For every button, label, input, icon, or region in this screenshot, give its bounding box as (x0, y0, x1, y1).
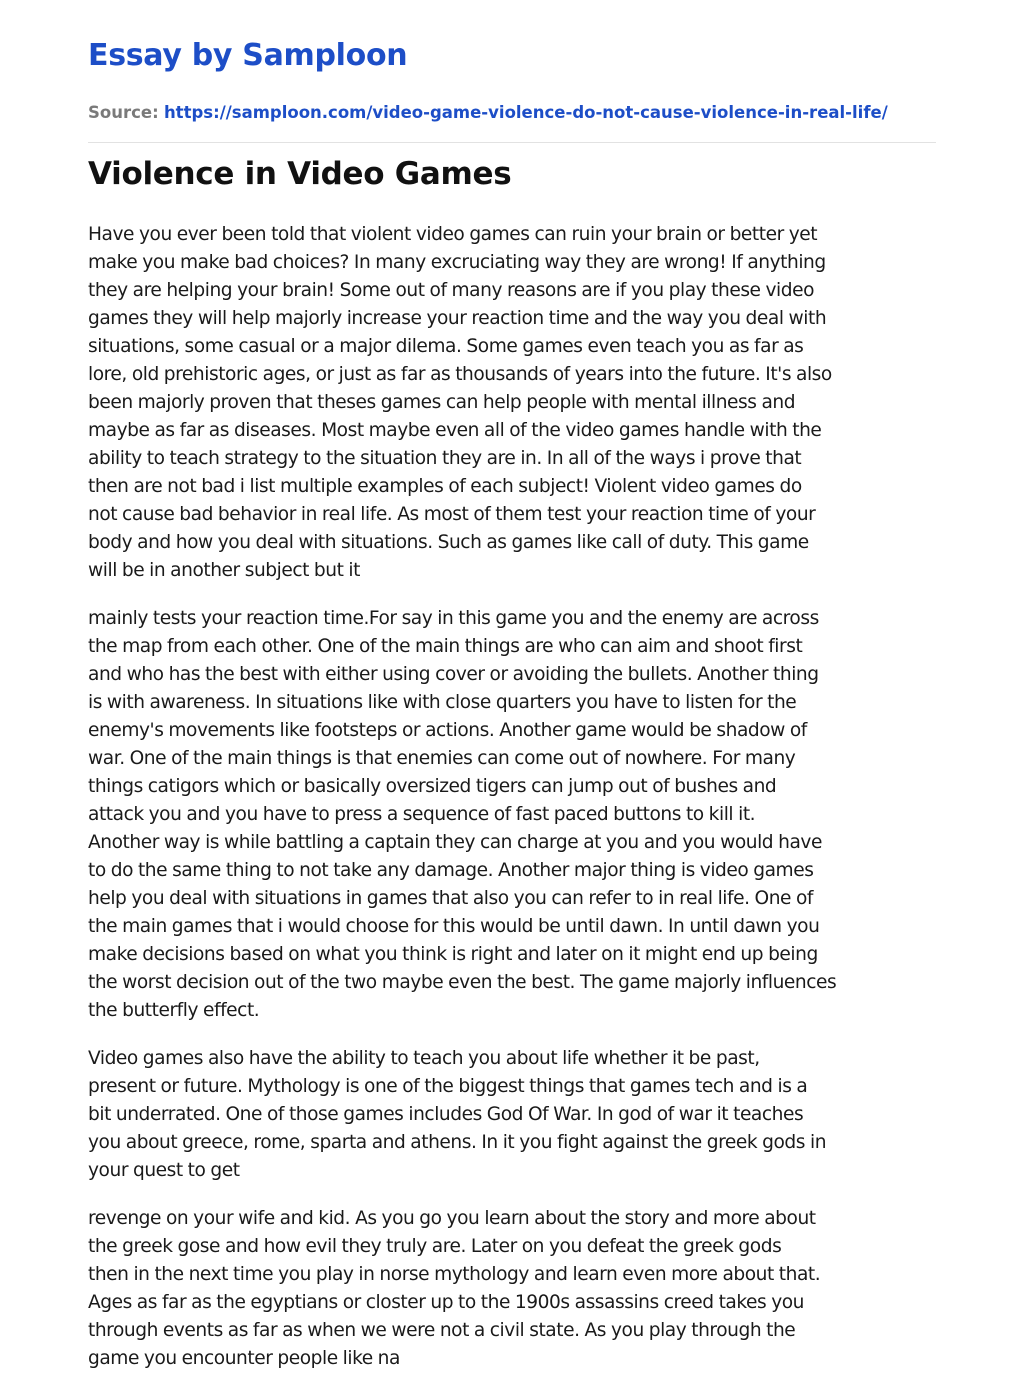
paragraph-line: attack you and you have to press a sequence of fast paced buttons to kill it. (88, 804, 756, 825)
paragraph-line: been majorly proven that theses games can help people with mental illness and (88, 392, 796, 413)
paragraph-line: the greek gose and how evil they truly are. Later on you defeat the greek gods (88, 1236, 782, 1257)
paragraph-line: is with awareness. In situations like with close quarters you have to listen for the (88, 692, 797, 713)
paragraph-line: will be in another subject but it (88, 560, 360, 581)
paragraph-line: ability to teach strategy to the situation they are in. In all of the ways i prove that (88, 448, 802, 469)
paragraph-line: make you make bad choices? In many excruciating way they are wrong! If anything (88, 252, 826, 273)
paragraph-line: situations, some casual or a major dilema. Some games even teach you as far as (88, 336, 804, 357)
paragraph-line: revenge on your wife and kid. As you go you learn about the story and more about (88, 1208, 816, 1229)
paragraph-line: enemy's movements like footsteps or actions. Another game would be shadow of (88, 720, 807, 741)
paragraph-line: war. One of the main things is that enemies can come out of nowhere. For many (88, 748, 796, 769)
paragraph-line: the map from each other. One of the main things are who can aim and shoot first (88, 636, 803, 657)
essay-paragraph (88, 1045, 940, 1185)
paragraph-line: body and how you deal with situations. Such as games like call of duty. This game (88, 532, 809, 553)
paragraph-line: through events as far as when we were not a civil state. As you play through the (88, 1320, 796, 1341)
paragraph-line: Have you ever been told that violent video games can ruin your brain or better yet (88, 224, 818, 245)
paragraph-line: then in the next time you play in norse mythology and learn even more about that. (88, 1264, 821, 1285)
paragraph-line: Another way is while battling a captain they can charge at you and you would have (88, 832, 822, 853)
brand-title: Essay by Samploon (88, 38, 408, 73)
paragraph-line: not cause bad behavior in real life. As most of them test your reaction time of your (88, 504, 816, 525)
essay-body (88, 221, 940, 1393)
paragraph-line: game you encounter people like na (88, 1348, 400, 1369)
header-divider (88, 142, 936, 143)
paragraph-line: and who has the best with either using cover or avoiding the bullets. Another thing (88, 664, 819, 685)
paragraph-line: bit underrated. One of those games includes God Of War. In god of war it teaches (88, 1104, 804, 1125)
source-link[interactable]: https://samploon.com/video-game-violence-do-not-cause-violence-in-real-life/ (163, 103, 888, 122)
essay-title: Violence in Video Games (88, 156, 512, 192)
paragraph-line: you about greece, rome, sparta and athens. In it you fight against the greek gods in (88, 1132, 827, 1153)
paragraph-line: maybe as far as diseases. Most maybe even all of the video games handle with the (88, 420, 822, 441)
paragraph-line: mainly tests your reaction time.For say in this game you and the enemy are across (88, 608, 819, 629)
paragraph-line: things catigors which or basically oversized tigers can jump out of bushes and (88, 776, 777, 797)
paragraph-line: the worst decision out of the two maybe even the best. The game majorly influences (88, 972, 837, 993)
essay-paragraph (88, 221, 940, 585)
source-label: Source: (88, 103, 159, 122)
paragraph-line: Ages as far as the egyptians or closter up to the 1900s assassins creed takes you (88, 1292, 805, 1313)
paragraph-line: help you deal with situations in games that also you can refer to in real life. One of (88, 888, 814, 909)
paragraph-line: the butterfly effect. (88, 1000, 260, 1021)
paragraph-line: present or future. Mythology is one of the biggest things that games tech and is a (88, 1076, 808, 1097)
paragraph-line: make decisions based on what you think is right and later on it might end up being (88, 944, 818, 965)
paragraph-line: lore, old prehistoric ages, or just as far as thousands of years into the future. It's also (88, 364, 832, 385)
source-line (88, 102, 888, 124)
paragraph-line: then are not bad i list multiple examples of each subject! Violent video games do (88, 476, 802, 497)
paragraph-line: they are helping your brain! Some out of many reasons are if you play these video (88, 280, 815, 301)
paragraph-line: Video games also have the ability to teach you about life whether it be past, (88, 1048, 760, 1069)
paragraph-line: games they will help majorly increase your reaction time and the way you deal with (88, 308, 827, 329)
paragraph-line: your quest to get (88, 1160, 240, 1181)
paragraph-line: to do the same thing to not take any damage. Another major thing is video games (88, 860, 814, 881)
paragraph-line: the main games that i would choose for this would be until dawn. In until dawn you (88, 916, 820, 937)
essay-paragraph (88, 605, 940, 1025)
essay-paragraph (88, 1205, 940, 1373)
